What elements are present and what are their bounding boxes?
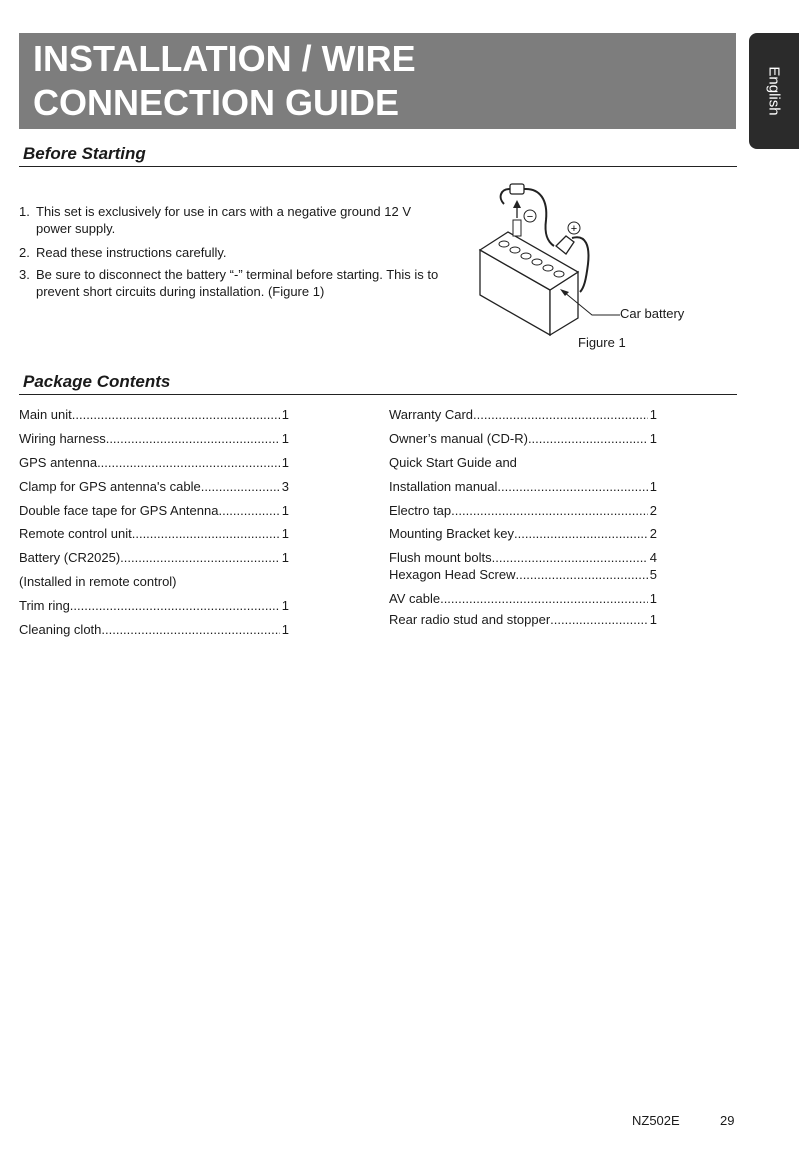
item-qty: 1 [281,455,289,470]
item-qty: 1 [649,612,657,627]
page-title-line-2: CONNECTION GUIDE [33,82,400,123]
page-number: 29 [720,1113,735,1128]
item-qty: 1 [281,622,289,637]
step-number: 3. [19,267,30,282]
item-qty: 1 [649,479,657,494]
list-item [389,430,657,447]
item-name: Electro tap [389,503,452,518]
list-item [389,406,657,423]
item-qty: 1 [281,503,289,518]
item-name: Wiring harness [19,431,106,446]
item-qty: 3 [281,479,289,494]
list-item [19,621,289,638]
positive-terminal-clamp [556,236,574,254]
negative-cable-end [501,189,510,204]
item-name: Remote control unit [19,526,132,541]
list-item [19,597,289,614]
list-item [19,406,289,423]
page-title-line-1: INSTALLATION / WIRE [33,38,416,79]
item-name: Trim ring [19,598,70,613]
item-qty: 1 [281,431,289,446]
car-battery-callout: Car battery [620,306,685,321]
item-qty: 5 [649,567,657,582]
minus-symbol: − [526,211,534,223]
list-item [19,502,289,519]
list-item [389,566,657,583]
item-name: Double face tape for GPS Antenna [19,503,219,518]
item-qty: 1 [281,407,289,422]
item-name: AV cable [389,591,441,606]
item-name: Clamp for GPS antenna's cable [19,479,201,494]
item-qty: 1 [281,598,289,613]
item-name: Rear radio stud and stopper [389,612,551,627]
step-item [19,266,439,300]
item-name: Warranty Card [389,407,474,422]
section-divider [19,394,737,395]
step-text: Read these instructions carefully. [36,245,227,260]
item-qty: 1 [649,591,657,606]
step-item [19,203,439,237]
item-name: Quick Start Guide and [389,455,517,470]
item-name: GPS antenna [19,455,98,470]
list-item [19,478,289,495]
item-qty: 1 [649,407,657,422]
item-qty: 1 [649,431,657,446]
item-name: Mounting Bracket key [389,526,515,541]
package-contents-heading: Package Contents [23,372,171,391]
item-name: Flush mount bolts [389,550,492,565]
figure-caption: Figure 1 [578,335,626,350]
model-number: NZ502E [632,1113,680,1128]
battery-cap [554,271,564,277]
item-note: (Installed in remote control) [19,574,177,589]
item-name: Main unit [19,407,72,422]
item-qty: 2 [649,526,657,541]
item-name: Battery (CR2025) [19,550,121,565]
list-item [19,454,289,471]
list-item [19,549,289,566]
step-text: This set is exclusively for use in cars with a negative ground 12 V power supply. [36,204,412,236]
step-number: 2. [19,245,30,260]
list-item [389,549,657,566]
item-name: Owner’s manual (CD-R) [389,431,528,446]
list-item [389,502,657,519]
step-text: Be sure to disconnect the battery “-” terminal before starting. This is to prevent short circuits during installation. (Figure 1) [36,267,439,299]
negative-terminal [513,220,521,236]
list-item [389,525,657,542]
item-name: Installation manual [389,479,498,494]
list-item [389,611,657,628]
title-bar [19,33,736,129]
item-qty: 2 [649,503,657,518]
item-qty: 1 [281,526,289,541]
item-name: Hexagon Head Screw [389,567,516,582]
item-qty: 1 [281,550,289,565]
list-item [389,590,657,607]
section-divider [19,166,737,167]
plus-symbol: + [570,223,578,235]
list-item [389,478,657,495]
negative-cable-clamp [510,184,524,194]
item-name: Cleaning cloth [19,622,102,637]
item-qty: 4 [649,550,657,565]
step-item [19,244,439,261]
before-starting-heading: Before Starting [23,144,146,163]
list-item [19,430,289,447]
list-item [19,525,289,542]
language-tab [749,33,799,149]
arrow-head [513,200,521,208]
step-number: 1. [19,204,30,219]
language-tab-label: English [765,66,783,116]
